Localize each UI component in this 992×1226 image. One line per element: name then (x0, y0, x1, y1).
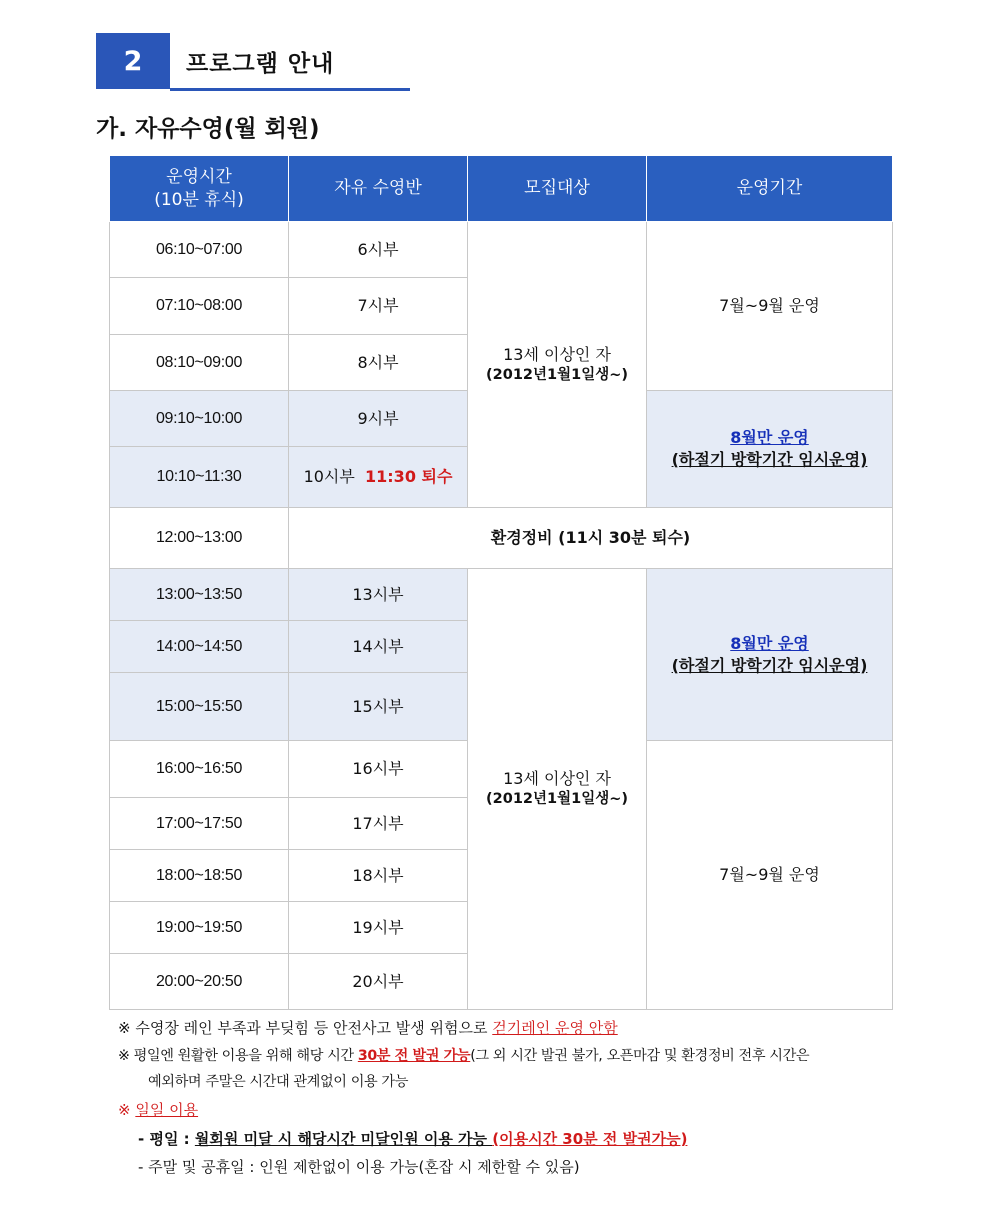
class-cell: 16시부 (289, 741, 468, 798)
class-cell: 8시부 (289, 335, 468, 391)
note-2-continued: 예외하며 주말은 시간대 관계없이 이용 가능 (148, 1074, 409, 1091)
august-only-label: 8월만 운영 (730, 633, 809, 653)
target-sub: (2012년1월1일생~) (486, 791, 628, 808)
daily-use-label: 일일 이용 (135, 1101, 199, 1120)
period-cell-afternoon-regular: 7월~9월 운영 (647, 741, 893, 1010)
note-bullet-weekend: - 주말 및 공휴일 : 인원 제한없이 이용 가능(혼잡 시 제한할 수 있음) (138, 1158, 580, 1177)
class-cell: 19시부 (289, 902, 468, 954)
target-sub: (2012년1월1일생~) (486, 366, 628, 383)
time-cell: 06:10~07:00 (110, 222, 289, 278)
target-cell-afternoon (468, 569, 647, 1010)
note-bullet-weekday: - 평일 : 월회원 미달 시 해당시간 미달인원 이용 가능 (이용시간 30분 전 발권가능) (138, 1129, 688, 1148)
class-label: 10시부 (303, 467, 355, 487)
class-cell: 17시부 (289, 798, 468, 850)
table-row (110, 222, 893, 278)
period-cell-august-morning (647, 391, 893, 508)
target-cell-morning (468, 222, 647, 508)
class-cell: 9시부 (289, 391, 468, 447)
time-cell: 20:00~20:50 (110, 954, 289, 1010)
header-time: 운영시간 (10분 휴식) (110, 156, 289, 222)
time-cell: 08:10~09:00 (110, 335, 289, 391)
target-main: 13세 이상인 자 (503, 344, 611, 364)
notes (118, 1014, 908, 1182)
section-number: 2 (96, 33, 170, 89)
class-cell: 6시부 (289, 222, 468, 278)
time-cell: 10:10~11:30 (110, 447, 289, 508)
class-cell: 14시부 (289, 621, 468, 673)
table-row (110, 569, 893, 621)
time-cell: 17:00~17:50 (110, 798, 289, 850)
period-cell-august-afternoon (647, 569, 893, 741)
header-period: 운영기간 (647, 156, 893, 222)
header-target: 모집대상 (468, 156, 647, 222)
note-1-highlight: 걷기레인 운영 안함 (492, 1019, 618, 1037)
sub-heading: 가. 자유수영(월 회원) (96, 116, 320, 142)
period-cell-morning-regular: 7월~9월 운영 (647, 222, 893, 391)
time-cell: 14:00~14:50 (110, 621, 289, 673)
section-title: 프로그램 안내 (186, 51, 335, 77)
section-header (96, 33, 410, 91)
time-cell: 13:00~13:50 (110, 569, 289, 621)
time-cell: 07:10~08:00 (110, 278, 289, 335)
august-note: (하절기 방학기간 임시운영) (671, 655, 868, 675)
schedule-table (109, 155, 893, 1010)
time-cell: 19:00~19:50 (110, 902, 289, 954)
target-main: 13세 이상인 자 (503, 769, 611, 789)
note-2-highlight: 30분 전 발권 가능 (357, 1047, 471, 1064)
time-cell: 15:00~15:50 (110, 673, 289, 741)
class-cell: 13시부 (289, 569, 468, 621)
time-cell: 09:10~10:00 (110, 391, 289, 447)
note-3: ※ 일일 이용 (118, 1101, 199, 1120)
class-exit-note: 11:30 퇴수 (365, 467, 453, 487)
section-underline (170, 88, 410, 91)
table-row (110, 508, 893, 569)
august-note: (하절기 방학기간 임시운영) (671, 450, 868, 469)
time-cell: 12:00~13:00 (110, 508, 289, 569)
august-only-label: 8월만 운영 (730, 428, 809, 448)
class-cell: 15시부 (289, 673, 468, 741)
table-header-row (110, 156, 893, 222)
note-2: ※ 평일엔 원활한 이용을 위해 해당 시간 30분 전 발권 가능(그 외 시간 발권 불가, 오픈마감 및 환경정비 전후 시간은 (118, 1047, 810, 1064)
class-cell: 18시부 (289, 850, 468, 902)
time-cell: 18:00~18:50 (110, 850, 289, 902)
class-cell: 20시부 (289, 954, 468, 1010)
note-1: ※ 수영장 레인 부족과 부딪힘 등 안전사고 발생 위험으로 걷기레인 운영 안함 (118, 1019, 618, 1037)
weekday-ticket-note: (이용시간 30분 전 발권가능) (492, 1129, 688, 1148)
header-class: 자유 수영반 (289, 156, 468, 222)
maintenance-cell: 환경정비 (11시 30분 퇴수) (289, 508, 893, 569)
class-cell (289, 447, 468, 508)
time-cell: 16:00~16:50 (110, 741, 289, 798)
class-cell: 7시부 (289, 278, 468, 335)
